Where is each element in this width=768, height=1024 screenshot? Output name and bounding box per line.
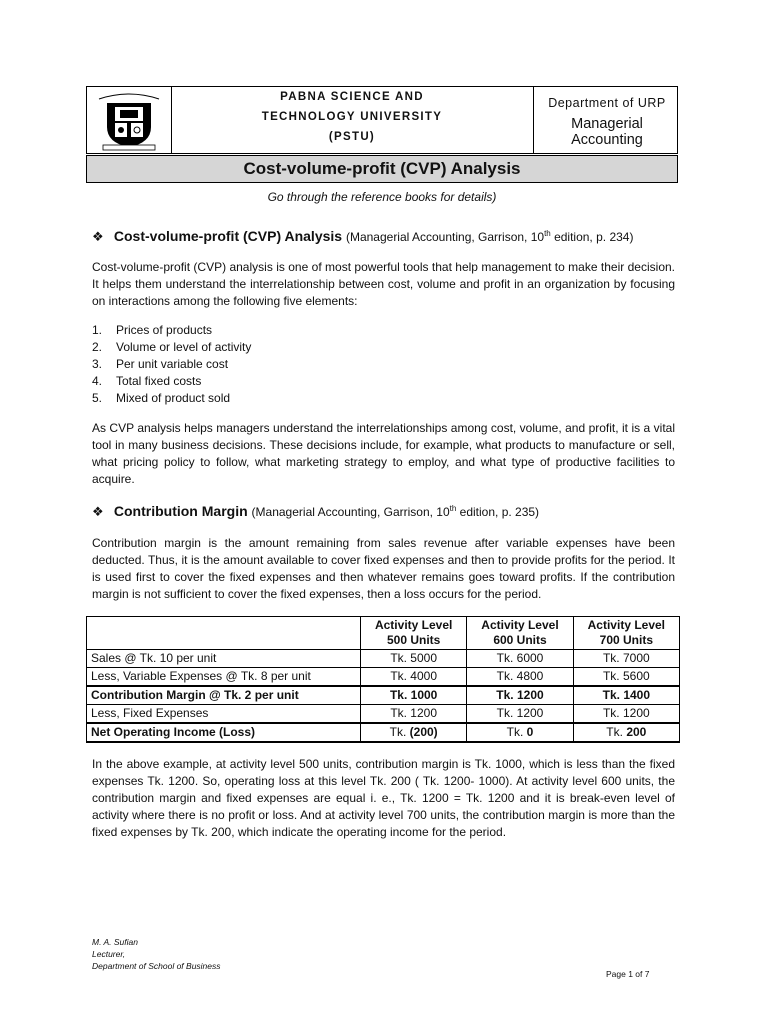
cell-value: Tk. 1200	[467, 705, 573, 724]
list-item-number: 1.	[92, 323, 103, 337]
author-role: Lecturer,	[92, 949, 126, 959]
section-title: Contribution Margin	[113, 503, 248, 519]
reference-note: Go through the reference books for details)	[267, 190, 497, 204]
cell-value: Tk. 5000	[361, 650, 467, 668]
cell-value: Tk. 4800	[467, 668, 573, 687]
department-cell	[533, 87, 680, 153]
cell-value: Tk. 1200	[467, 686, 573, 705]
author-footer	[92, 936, 221, 972]
cell-value: Tk. 6000	[467, 650, 573, 668]
author-department: Department of School of Business	[92, 961, 221, 971]
university-line-3: (PSTU)	[328, 131, 376, 143]
row-label: Less, Variable Expenses @ Tk. 8 per unit	[87, 668, 361, 687]
table-header-500: Activity Level 500 Units	[361, 617, 467, 650]
list-item	[92, 322, 251, 339]
row-label: Net Operating Income (Loss)	[87, 723, 361, 742]
logo-cell	[87, 87, 172, 153]
cvp-paragraph-1: Cost-volume-profit (CVP) analysis is one of most powerful tools that help management to make their decision. It helps them understand the interrelationship between cost, volume and profit in an organization by focusing on interactions among the following five elements:	[92, 260, 675, 308]
section-heading-cvp	[92, 228, 633, 245]
list-item	[92, 356, 251, 373]
list-item-text: Mixed of product sold	[116, 391, 231, 405]
row-label: Sales @ Tk. 10 per unit	[87, 650, 361, 668]
table-row	[87, 705, 680, 724]
university-line-2: TECHNOLOGY UNIVERSITY	[261, 111, 443, 123]
university-logo	[87, 87, 171, 153]
table-header-700: Activity Level 700 Units	[573, 617, 679, 650]
header-block	[86, 86, 678, 154]
five-elements-list	[92, 322, 251, 407]
list-item-number: 4.	[92, 374, 103, 388]
table-header-row	[87, 617, 680, 650]
list-item-text: Prices of products	[116, 323, 213, 337]
list-item-text: Volume or level of activity	[116, 340, 252, 354]
table-row	[87, 650, 680, 668]
bullet-diamond-icon: ❖	[92, 504, 104, 519]
cell-value: Tk. 4000	[361, 668, 467, 687]
list-item-number: 5.	[92, 391, 103, 405]
cell-value: Tk. 7000	[573, 650, 679, 668]
list-item	[92, 390, 251, 407]
section-title: Cost-volume-profit (CVP) Analysis	[113, 228, 343, 244]
university-line-1: PABNA SCIENCE AND	[280, 91, 424, 103]
section-heading-contribution-margin	[92, 503, 539, 520]
section-citation: (Managerial Accounting, Garrison, 10th edition, p. 234)	[345, 229, 634, 244]
course-name: Managerial Accounting	[571, 116, 643, 148]
list-item	[92, 373, 251, 390]
contribution-margin-paragraph: Contribution margin is the amount remaining from sales revenue after variable expenses have been deducted. Thus, it is the amount available to cover fixed expenses and then to provide profits for the period. It is used first to cover the fixed expenses and then whatever remains goes toward profits. If the contribution margin is not sufficient to cover the fixed expenses, then a loss occurs for the period.	[92, 536, 675, 601]
contribution-margin-table	[86, 616, 680, 743]
author-name: M. A. Sufian	[92, 937, 138, 947]
example-paragraph: In the above example, at activity level 500 units, contribution margin is Tk. 1000, which is less than the fixed expenses Tk. 1200. So, operating loss at this level Tk. 200 ( Tk. 1200- 1000). At activity level 600 units, the contribution margin and fixed expenses are equal i. e., Tk. 1200 = Tk. 1200 and it is break-even level of activity where there is no profit or loss. And at activity level 700 units, the contribution margin is more than the fixed expenses by Tk. 200, which indicate the operating income for the period.	[92, 757, 675, 839]
cell-value: Tk. (200)	[361, 723, 467, 742]
table-header-blank	[87, 617, 361, 650]
list-item-number: 2.	[92, 340, 103, 354]
cell-value: Tk. 1400	[573, 686, 679, 705]
bullet-diamond-icon: ❖	[92, 229, 104, 244]
cell-value: Tk. 1200	[573, 705, 679, 724]
university-name	[171, 87, 533, 153]
table-row	[87, 686, 680, 705]
list-item-text: Per unit variable cost	[116, 357, 229, 371]
cell-value: Tk. 5600	[573, 668, 679, 687]
list-item-text: Total fixed costs	[116, 374, 202, 388]
list-item-number: 3.	[92, 357, 103, 371]
table-row	[87, 668, 680, 687]
cell-value: Tk. 1000	[361, 686, 467, 705]
cell-value: Tk. 0	[467, 723, 573, 742]
table-row	[87, 723, 680, 742]
row-label: Contribution Margin @ Tk. 2 per unit	[87, 686, 361, 705]
list-item	[92, 339, 251, 356]
row-label: Less, Fixed Expenses	[87, 705, 361, 724]
section-citation: (Managerial Accounting, Garrison, 10th edition, p. 235)	[251, 504, 540, 519]
page-title: Cost-volume-profit (CVP) Analysis	[86, 155, 678, 183]
page-number: Page 1 of 7	[606, 969, 650, 979]
table-header-600: Activity Level 600 Units	[467, 617, 573, 650]
cvp-paragraph-2: As CVP analysis helps managers understand the interrelationships among cost, volume, and profit, it is a vital tool in many business decisions. These decisions include, for example, what products to manufacture or sell, what pricing policy to follow, what marketing strategy to employ, and what type of productive facilities to acquire.	[92, 421, 675, 486]
cell-value: Tk. 200	[573, 723, 679, 742]
cell-value: Tk. 1200	[361, 705, 467, 724]
department-name: Department of URP	[548, 96, 666, 110]
